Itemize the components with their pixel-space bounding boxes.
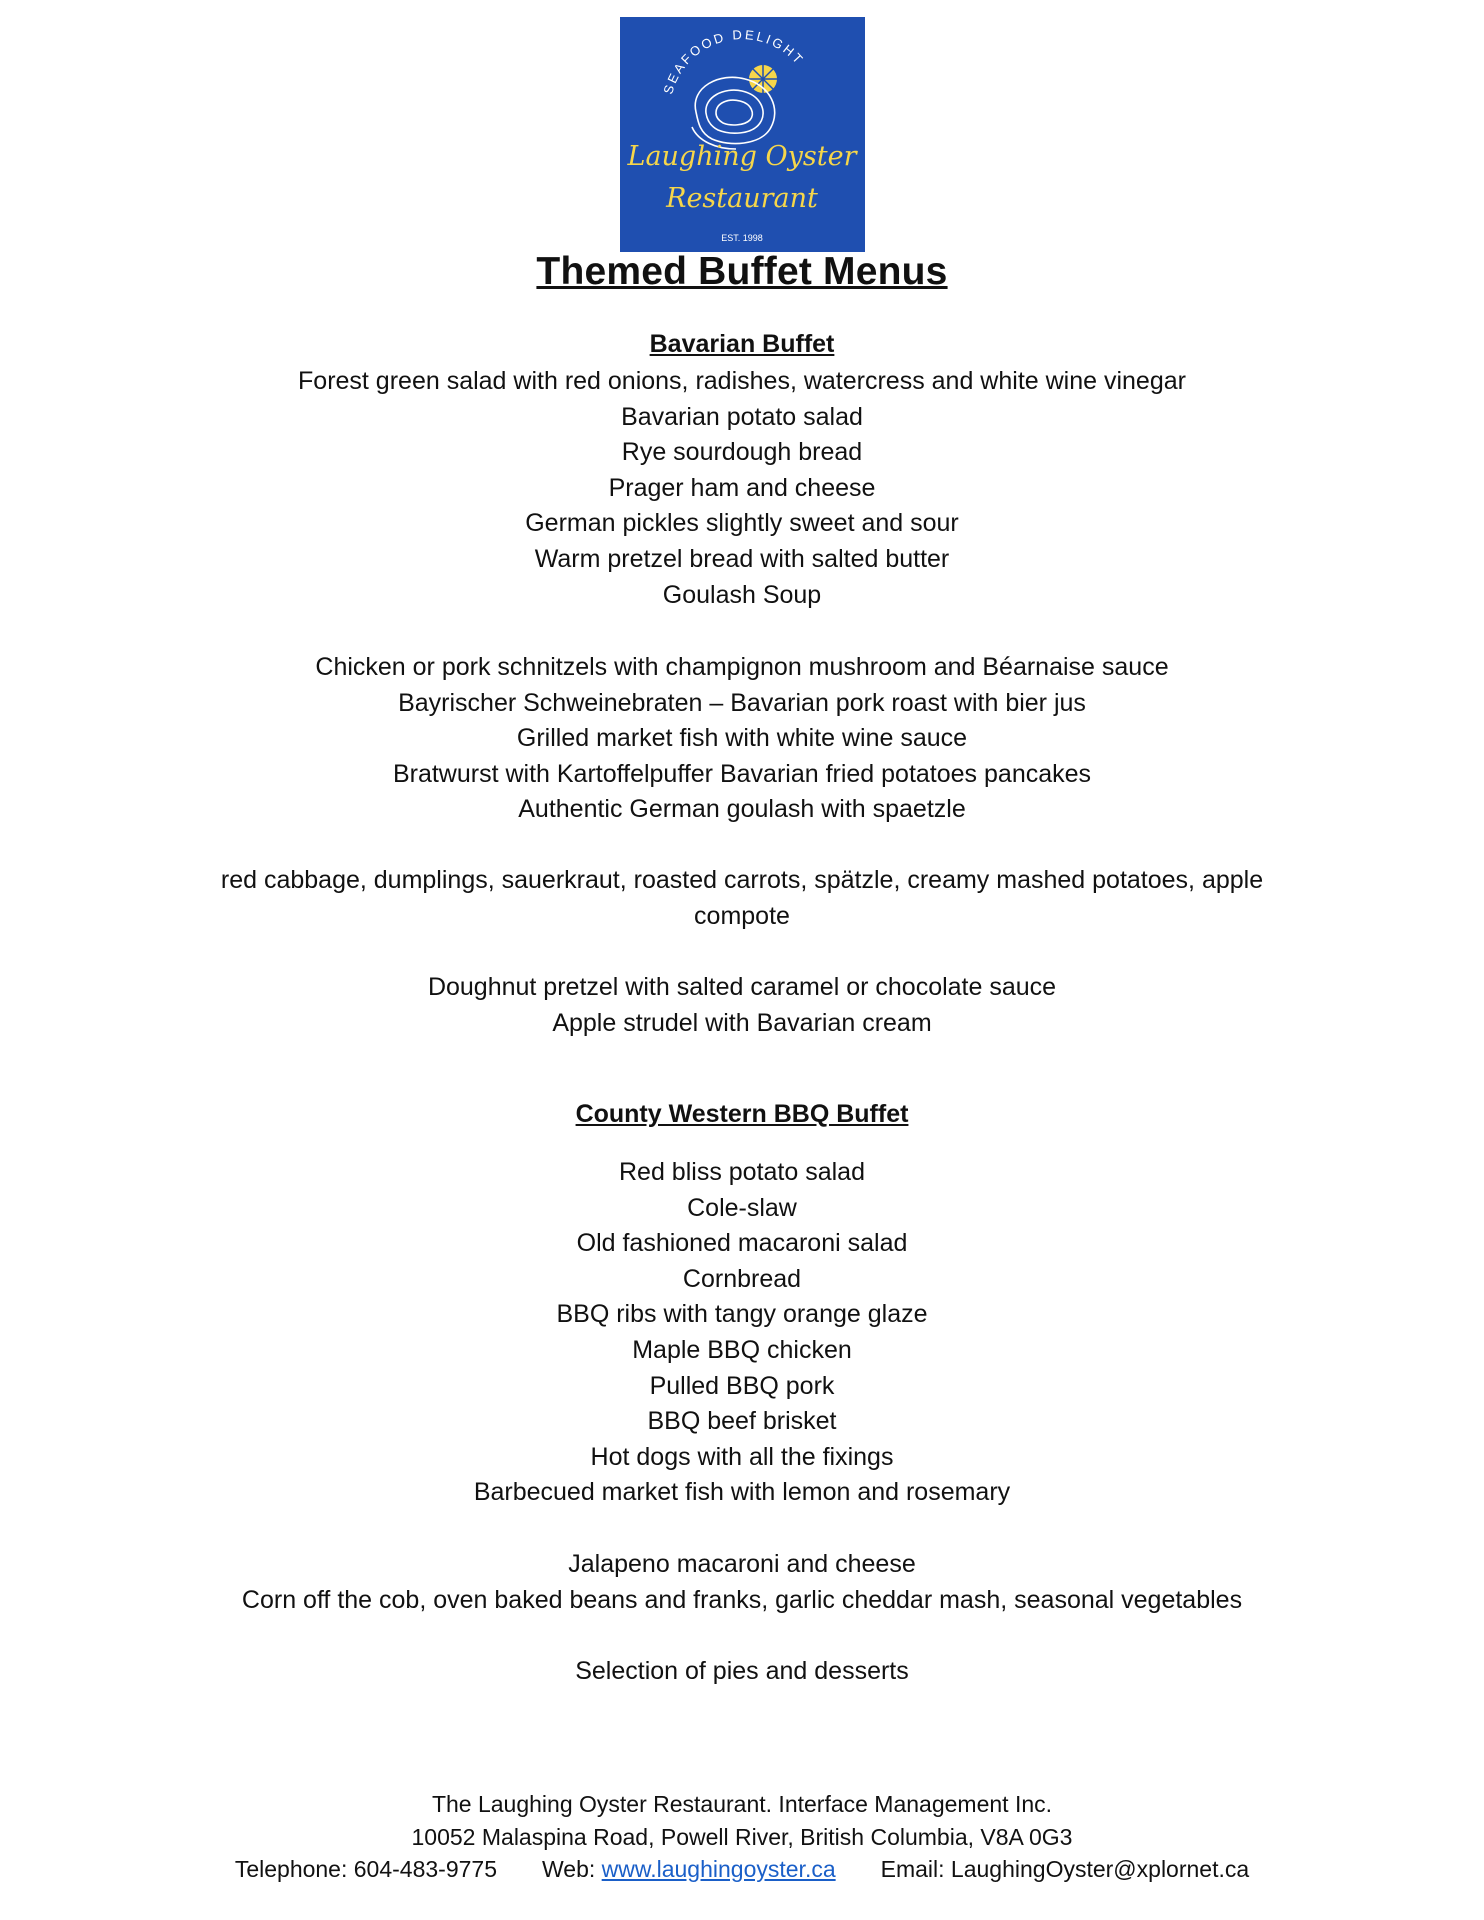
list-item: Rye sourdough bread bbox=[621, 438, 863, 467]
list-item: Goulash Soup bbox=[662, 580, 822, 609]
page-title: Themed Buffet Menus bbox=[536, 250, 948, 293]
list-item: Grilled market fish with white wine sauce bbox=[516, 724, 968, 753]
western-desserts-list bbox=[0, 1654, 1484, 1690]
list-item: red cabbage, dumplings, sauerkraut, roasted carrots, spätzle, creamy mashed potatoes, apple compote bbox=[220, 866, 1264, 930]
list-item: Bayrischer Schweinebraten – Bavarian pork roast with bier jus bbox=[398, 688, 1086, 717]
list-item: Maple BBQ chicken bbox=[632, 1335, 852, 1364]
list-item: Pulled BBQ pork bbox=[649, 1371, 835, 1400]
bavarian-heading: Bavarian Buffet bbox=[649, 330, 835, 358]
page-footer bbox=[0, 1788, 1484, 1886]
oyster-logo-icon bbox=[620, 17, 865, 252]
list-item: Red bliss potato salad bbox=[619, 1158, 865, 1186]
website-link[interactable]: www.laughingoyster.ca bbox=[601, 1856, 836, 1882]
logo-name-line2: Restaurant bbox=[666, 183, 818, 214]
footer-company: The Laughing Oyster Restaurant. Interface Management Inc. bbox=[431, 1791, 1053, 1817]
bavarian-mains-list bbox=[0, 650, 1484, 828]
list-item: Hot dogs with all the fixings bbox=[590, 1442, 894, 1471]
footer-telephone: Telephone: 604-483-9775 bbox=[234, 1856, 497, 1882]
list-item: Authentic German goulash with spaetzle bbox=[518, 795, 966, 824]
list-item: Apple strudel with Bavarian cream bbox=[552, 1008, 932, 1037]
list-item: Cornbread bbox=[682, 1264, 802, 1293]
list-item: Corn off the cob, oven baked beans and franks, garlic cheddar mash, seasonal vegetables bbox=[241, 1585, 1243, 1614]
svg-text:SEAFOOD DELIGHT bbox=[660, 27, 807, 96]
list-item: Warm pretzel bread with salted butter bbox=[534, 544, 950, 573]
list-item: BBQ ribs with tangy orange glaze bbox=[556, 1300, 928, 1329]
footer-web bbox=[542, 1853, 836, 1886]
footer-web-label: Web: bbox=[542, 1856, 602, 1882]
bavarian-sides-list bbox=[0, 863, 1484, 934]
western-heading: County Western BBQ Buffet bbox=[575, 1100, 909, 1128]
western-sides-list bbox=[0, 1547, 1484, 1618]
footer-address: 10052 Malaspina Road, Powell River, British Columbia, V8A 0G3 bbox=[411, 1823, 1073, 1850]
bavarian-desserts-list bbox=[0, 970, 1484, 1041]
list-item: Forest green salad with red onions, radishes, watercress and white wine vinegar bbox=[298, 367, 1186, 395]
list-item: Cole-slaw bbox=[687, 1193, 797, 1222]
logo-name-line1: Laughing Oyster bbox=[627, 141, 857, 172]
list-item: Jalapeno macaroni and cheese bbox=[568, 1550, 916, 1578]
list-item: Prager ham and cheese bbox=[608, 473, 876, 502]
list-item: Bavarian potato salad bbox=[621, 402, 863, 431]
logo-arc-text: SEAFOOD DELIGHT bbox=[660, 26, 808, 96]
list-item: Selection of pies and desserts bbox=[575, 1657, 909, 1685]
restaurant-logo bbox=[620, 17, 865, 252]
footer-email: Email: LaughingOyster@xplornet.ca bbox=[880, 1856, 1250, 1882]
list-item: Bratwurst with Kartoffelpuffer Bavarian fried potatoes pancakes bbox=[392, 759, 1092, 788]
logo-est: EST. 1998 bbox=[721, 233, 763, 243]
footer-contact bbox=[0, 1853, 1484, 1886]
list-item: BBQ beef brisket bbox=[647, 1407, 837, 1436]
list-item: Old fashioned macaroni salad bbox=[576, 1229, 908, 1258]
list-item: Doughnut pretzel with salted caramel or chocolate sauce bbox=[427, 973, 1057, 1001]
list-item: German pickles slightly sweet and sour bbox=[525, 509, 959, 538]
bavarian-starters-list bbox=[0, 364, 1484, 613]
list-item: Chicken or pork schnitzels with champignon mushroom and Béarnaise sauce bbox=[315, 653, 1169, 681]
list-item: Barbecued market fish with lemon and rosemary bbox=[473, 1478, 1011, 1507]
western-items-list bbox=[0, 1155, 1484, 1511]
